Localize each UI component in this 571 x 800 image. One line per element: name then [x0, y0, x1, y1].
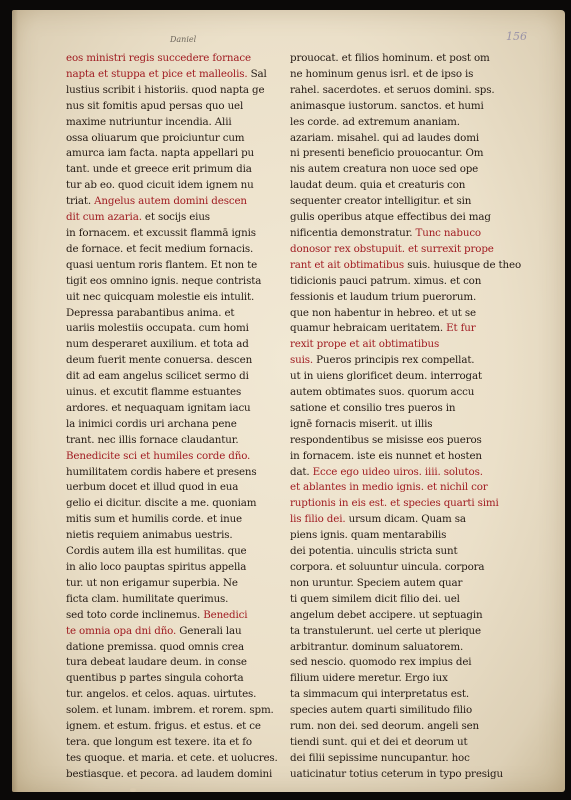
body-text: dat. [290, 465, 310, 478]
text-line [290, 687, 500, 703]
body-text: Pueros principis rex compellat. [313, 354, 475, 367]
text-line [66, 210, 272, 226]
body-text: de fornace. et fecit medium fornacis. [66, 242, 254, 255]
body-text: Cordis autem illa est humilitas. que [66, 545, 247, 558]
body-text: dei potentia. uinculis stricta sunt [290, 545, 458, 558]
body-text: les corde. ad extremum ananiam. [290, 115, 460, 128]
body-text: in fornacem. iste eis nunnet et hosten [290, 449, 482, 462]
text-line [66, 131, 272, 147]
text-line [290, 353, 500, 369]
text-line [290, 528, 500, 544]
body-text: uaticinatur totius ceterum in typo presigu [290, 767, 503, 780]
text-line [66, 178, 272, 194]
text-line [290, 480, 500, 496]
text-line [66, 51, 272, 67]
text-line [66, 640, 272, 656]
text-line [66, 321, 272, 337]
rubric-text: ruptionis in eis est. et species quarti simi [290, 497, 499, 510]
text-line [66, 671, 272, 687]
body-text: gelio ei dicitur. discite a me. quoniam [66, 497, 257, 510]
rubric-text: suis. [290, 354, 314, 367]
rubric-text: dit cum azaria. [66, 211, 142, 224]
body-text: ti quem similem dicit filio dei. uel [290, 592, 460, 605]
rubric-text: Angelus autem domini descen [91, 195, 247, 208]
text-line [66, 465, 272, 481]
text-line [290, 496, 500, 512]
body-text: filium uidere meretur. Ergo iux [290, 672, 448, 685]
body-text: quasi uentum roris flantem. Et non te [66, 258, 258, 271]
text-line [290, 321, 500, 337]
text-line [290, 655, 500, 671]
text-line [66, 528, 272, 544]
text-line [66, 703, 272, 719]
text-line [66, 592, 272, 608]
text-line [66, 560, 272, 576]
text-line [66, 242, 272, 258]
body-text: amurca iam facta. napta appellari pu [66, 147, 255, 160]
body-text: corpora. et soluuntur uincula. corpora [290, 561, 485, 573]
text-line [290, 751, 500, 767]
body-text: respondentibus se misisse eos pueros [290, 433, 482, 446]
rubric-text: te omnia opa dni dño. [66, 624, 177, 637]
text-line [290, 226, 500, 242]
text-line [66, 687, 272, 703]
body-text: que non habentur in hebreo. et ut se [290, 306, 476, 319]
body-text: ficta clam. humilitate querimus. [66, 592, 229, 605]
text-line [290, 735, 500, 751]
text-line [66, 544, 272, 560]
body-text: ne hominum genus isrl. et de ipso is [290, 67, 474, 80]
text-line [66, 226, 272, 242]
body-text: laudat deum. quia et creaturis con [290, 179, 466, 192]
text-line [290, 99, 500, 115]
body-text: dit ad eam angelus scilicet sermo di [66, 370, 249, 383]
body-text: tiendi sunt. qui et dei et deorum ut [290, 735, 468, 748]
text-line [290, 51, 500, 67]
body-text: Sal [247, 67, 267, 80]
body-text: ta simmacum qui interpretatus est. [290, 688, 469, 701]
text-line [66, 401, 272, 417]
body-text: fessionis et laudum trium puerorum. [290, 290, 477, 303]
body-text: ignē fornacis miserit. ut illis [290, 417, 433, 430]
text-line [290, 433, 500, 449]
body-text: quentibus p partes singula cohorta [66, 672, 244, 685]
text-line [290, 210, 500, 226]
text-line [66, 512, 272, 528]
folio-number: 156 [506, 30, 527, 43]
text-line [66, 67, 272, 83]
text-line [290, 624, 500, 640]
text-line [66, 83, 272, 99]
left-text-column [66, 51, 278, 783]
body-text: ni presenti beneficio prouocantur. Om [290, 147, 484, 160]
text-line [66, 290, 272, 306]
text-line [66, 624, 272, 640]
body-text: satione et consilio tres pueros in [290, 401, 456, 414]
text-line [66, 767, 272, 783]
body-text: num desperaret auxilium. et tota ad [66, 338, 249, 351]
text-line [290, 640, 500, 656]
text-line [290, 608, 500, 624]
text-line [66, 353, 272, 369]
rubric-text: lis filio dei. [290, 513, 346, 526]
text-line [66, 162, 272, 178]
text-line [290, 369, 500, 385]
text-line [290, 401, 500, 417]
text-line [290, 258, 522, 274]
body-text: Depressa parabantibus anima. et [66, 306, 235, 319]
text-line [290, 512, 500, 528]
top-margin-note: Daniel [170, 35, 197, 44]
body-text: et socijs eius [141, 211, 210, 224]
body-text: sequenter creator intelligitur. et sin [290, 195, 472, 208]
text-line [66, 480, 272, 496]
text-line [66, 99, 272, 115]
rubric-text: rexit prope et ait obtimatibus [290, 338, 440, 351]
text-line [290, 544, 500, 560]
rubric-text: et ablantes in medio ignis. et nichil cor [290, 481, 488, 494]
text-line [290, 83, 500, 99]
text-line [290, 671, 500, 687]
rubric-text: rant et ait obtimatibus [290, 258, 405, 271]
body-text: uinus. et excutit flamme estuantes [66, 386, 242, 399]
text-line [290, 290, 500, 306]
body-text: tur ab eo. quod cicuit idem ignem nu [66, 179, 254, 192]
text-line [290, 385, 500, 401]
body-text: tant. unde et greece erit primum dia [66, 163, 252, 176]
body-text: quamur hebraicam ueritatem. [290, 322, 444, 335]
body-text: ut in uiens glorificet deum. interrogat [290, 370, 482, 383]
body-text: non uruntur. Speciem autem quar [290, 576, 463, 589]
body-text: la inimici cordis uri archana pene [66, 417, 237, 430]
text-line [290, 115, 500, 131]
rubric-text: Tunc nabuco [412, 226, 481, 239]
body-text: autem obtimates suos. quorum accu [290, 386, 475, 399]
body-text: angelum debet accipere. ut septuagin [290, 608, 483, 621]
body-text: deum fuerit mente conuersa. descen [66, 354, 253, 367]
text-line [66, 719, 272, 735]
body-text: tigit eos omnino ignis. neque contrista [66, 274, 262, 287]
body-text: ignem. et estum. frigus. et estus. et ce [66, 720, 261, 733]
body-text: gulis operibus atque effectibus dei mag [290, 211, 491, 224]
text-line [66, 608, 272, 624]
text-line [66, 385, 272, 401]
body-text: solem. et lunam. imbrem. et rorem. spm. [66, 704, 274, 717]
body-text: uerbum docet et illud quod in eua [66, 481, 239, 494]
body-text: tes quoque. et maria. et cete. et uolucres. [66, 751, 278, 764]
body-text: suis. huiusque de theo [404, 258, 522, 271]
text-line [290, 576, 500, 592]
right-text-column [290, 51, 522, 783]
body-text: dei filii sepissime nuncupantur. hoc [290, 751, 470, 764]
text-line [66, 274, 272, 290]
body-text: nietis requiem animabus uestris. [66, 529, 233, 542]
body-text: in alio loco pauptas spiritus appella [66, 561, 247, 573]
body-text: tidicionis pauci patrum. ximus. et con [290, 274, 482, 287]
body-text: in fornacem. et excussit flammā ignis [66, 226, 256, 239]
text-line [290, 67, 500, 83]
body-text: Generali lau [176, 624, 242, 637]
text-line [290, 131, 500, 147]
body-text: azariam. misahel. qui ad laudes domi [290, 131, 479, 144]
body-text: species autem quarti similitudo filio [290, 704, 473, 717]
body-text: trant. nec illis fornace claudantur. [66, 433, 239, 446]
rubric-text: Et fur [443, 322, 476, 335]
body-text: piens ignis. quam mentarabilis [290, 529, 447, 542]
text-line [290, 146, 500, 162]
text-line [290, 178, 500, 194]
text-line [290, 242, 500, 258]
body-text: nificentia demonstratur. [290, 226, 413, 239]
text-line [290, 274, 500, 290]
text-line [66, 337, 272, 353]
rubric-text: donosor rex obstupuit. et surrexit prope [290, 242, 494, 255]
body-text: tera. que longum est texere. ita et fo [66, 735, 252, 748]
body-text: prouocat. et filios hominum. et post om [290, 52, 490, 64]
body-text: uariis molestiis occupata. cum homi [66, 322, 249, 335]
text-line [290, 306, 500, 322]
body-text: nis autem creatura non uoce sed ope [290, 163, 479, 176]
text-line [66, 496, 272, 512]
body-text: arbitrantur. dominum saluatorem. [290, 640, 464, 653]
rubric-text: Ecce ego uideo uiros. iiii. solutos. [309, 465, 483, 478]
body-text: uit nec quicquam molestie eis intulit. [66, 290, 255, 303]
rubric-text: Benedici [200, 608, 248, 621]
rubric-text: Benedicite sci et humiles corde dño. [66, 449, 251, 462]
rubric-text: napta et stuppa et pice et malleolis. [66, 67, 248, 80]
text-line [66, 576, 272, 592]
text-line [290, 767, 503, 783]
body-text: ursum dicam. Quam sa [345, 513, 466, 526]
text-line [66, 306, 272, 322]
body-text: triat. [66, 195, 92, 208]
text-line [290, 560, 500, 576]
body-text: ta transtulerunt. uel certe ut plerique [290, 624, 481, 637]
body-text: lustius scribit i historiis. quod napta ge [66, 83, 265, 96]
text-line [66, 194, 272, 210]
text-line [290, 337, 500, 353]
text-line [66, 369, 272, 385]
text-line [290, 162, 500, 178]
text-line [290, 719, 500, 735]
body-text: mitis sum et humilis corde. et inue [66, 513, 242, 526]
body-text: datione premissa. quod omnis crea [66, 640, 244, 653]
text-line [290, 194, 500, 210]
body-text: humilitatem cordis habere et presens [66, 465, 257, 478]
text-line [66, 751, 278, 767]
text-line [66, 258, 272, 274]
body-text: rahel. sacerdotes. et seruos domini. sps. [290, 83, 495, 96]
text-line [66, 146, 272, 162]
body-text: sed nescio. quomodo rex impius dei [290, 656, 472, 669]
text-line [66, 417, 272, 433]
text-line [66, 735, 272, 751]
body-text: nus sit fomitis apud persas quo uel [66, 99, 244, 112]
body-text: tur. ut non erigamur superbia. Ne [66, 576, 238, 589]
parchment-hole [130, 788, 136, 792]
text-line [290, 449, 500, 465]
body-text: bestiasque. et pecora. ad laudem domini [66, 767, 273, 780]
text-line [66, 433, 272, 449]
rubric-text: eos ministri regis succedere fornace [66, 52, 251, 64]
text-line [290, 465, 500, 481]
body-text: tur. angelos. et celos. aquas. uirtutes. [66, 688, 257, 701]
body-text: ardores. et nequaquam ignitam iacu [66, 401, 251, 414]
body-text: ossa oliuarum que proiciuntur cum [66, 131, 245, 144]
text-line [290, 417, 500, 433]
text-line [290, 703, 500, 719]
body-text: animasque iustorum. sanctos. et humi [290, 99, 484, 112]
body-text: maxime nutriuntur incendia. Alii [66, 115, 232, 128]
body-text: sed toto corde inclinemus. [66, 608, 201, 621]
text-line [66, 115, 272, 131]
text-line [66, 449, 272, 465]
body-text: rum. non dei. sed deorum. angeli sen [290, 720, 480, 733]
body-text: tura debeat laudare deum. in conse [66, 656, 247, 669]
text-line [66, 655, 272, 671]
text-line [290, 592, 500, 608]
